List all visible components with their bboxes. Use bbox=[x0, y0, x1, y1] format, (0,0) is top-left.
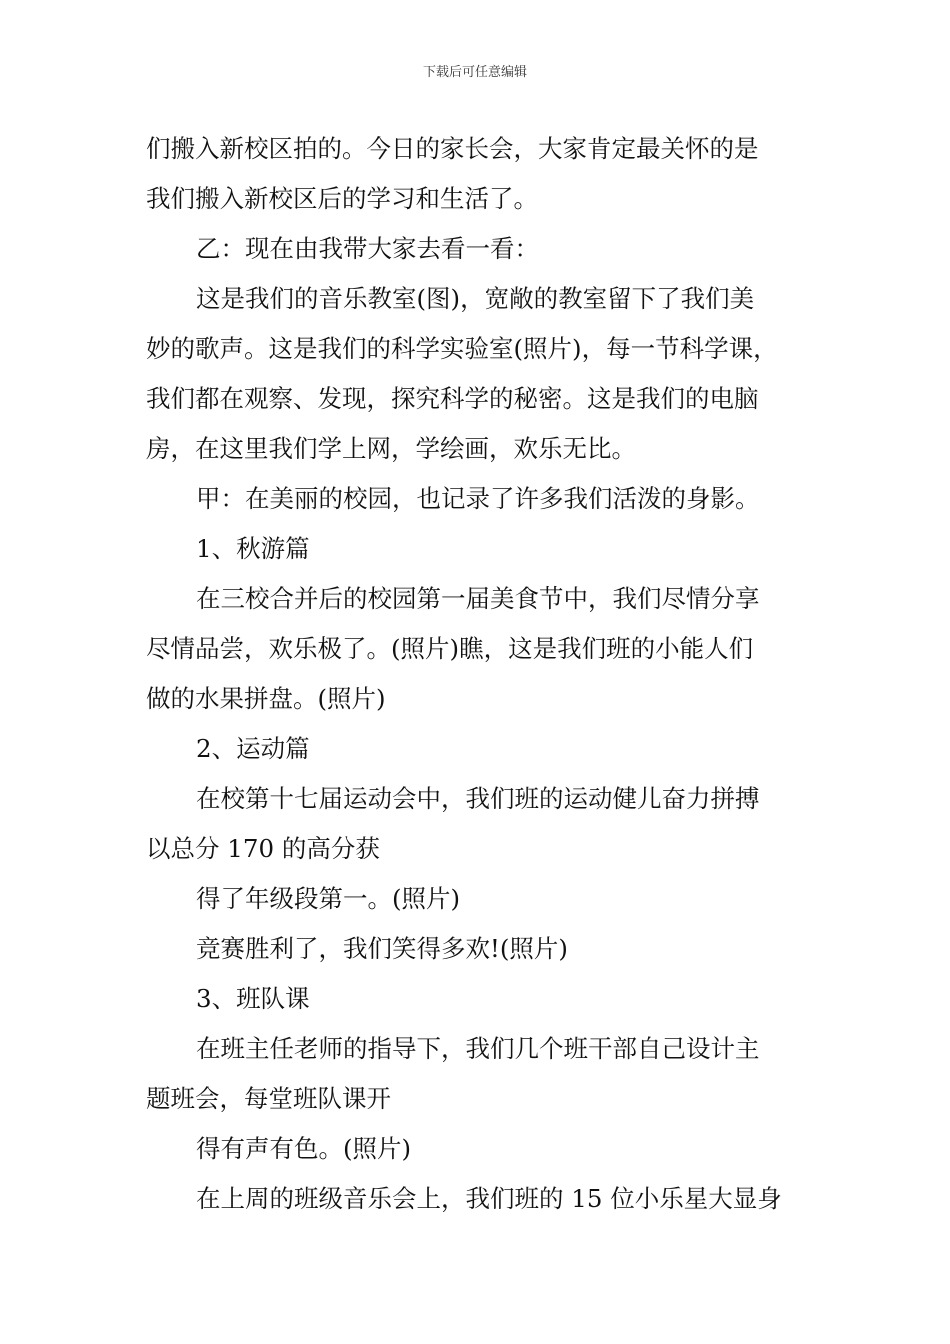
text-line-19: 在班主任老师的指导下，我们几个班干部自己设计主 bbox=[196, 1034, 760, 1063]
text-line-4: 这是我们的音乐教室(图)，宽敞的教室留下了我们美 bbox=[196, 284, 755, 313]
text-line-5: 妙的歌声。这是我们的科学实验室(照片)，每一节科学课， bbox=[146, 334, 778, 363]
text-line-8: 甲：在美丽的校园，也记录了许多我们活泼的身影。 bbox=[196, 484, 760, 513]
text-line-7: 房，在这里我们学上网，学绘画，欢乐无比。 bbox=[146, 434, 636, 463]
section-heading-autumn-trip: 1、秋游篇 bbox=[196, 534, 310, 563]
page-header: 下载后可任意编辑 bbox=[422, 65, 527, 80]
text-line-11: 尽情品尝，欢乐极了。(照片)瞧，这是我们班的小能人们 bbox=[146, 634, 754, 663]
text-line-15: 以总分 170 的高分获 bbox=[146, 834, 380, 863]
text-line-22: 在上周的班级音乐会上，我们班的 15 位小乐星大显身 bbox=[196, 1184, 782, 1213]
text-line-10: 在三校合并后的校园第一届美食节中，我们尽情分享 bbox=[196, 584, 760, 613]
text-line-2: 我们搬入新校区后的学习和生活了。 bbox=[146, 184, 538, 213]
text-line-20: 题班会，每堂班队课开 bbox=[146, 1084, 391, 1113]
section-heading-sports: 2、运动篇 bbox=[196, 734, 310, 763]
text-line-1: 们搬入新校区拍的。今日的家长会，大家肯定最关怀的是 bbox=[146, 134, 759, 163]
text-line-17: 竞赛胜利了，我们笑得多欢!(照片) bbox=[196, 934, 568, 963]
text-line-6: 我们都在观察、发现，探究科学的秘密。这是我们的电脑 bbox=[146, 384, 759, 413]
text-line-21: 得有声有色。(照片) bbox=[196, 1134, 412, 1163]
text-line-14: 在校第十七届运动会中，我们班的运动健儿奋力拼搏 bbox=[196, 784, 760, 813]
text-line-3: 乙：现在由我带大家去看一看： bbox=[196, 234, 539, 263]
document-body bbox=[146, 124, 816, 1224]
section-heading-class-meeting: 3、班队课 bbox=[196, 984, 310, 1013]
text-line-12: 做的水果拼盘。(照片) bbox=[146, 684, 386, 713]
text-line-16: 得了年级段第一。(照片) bbox=[196, 884, 461, 913]
